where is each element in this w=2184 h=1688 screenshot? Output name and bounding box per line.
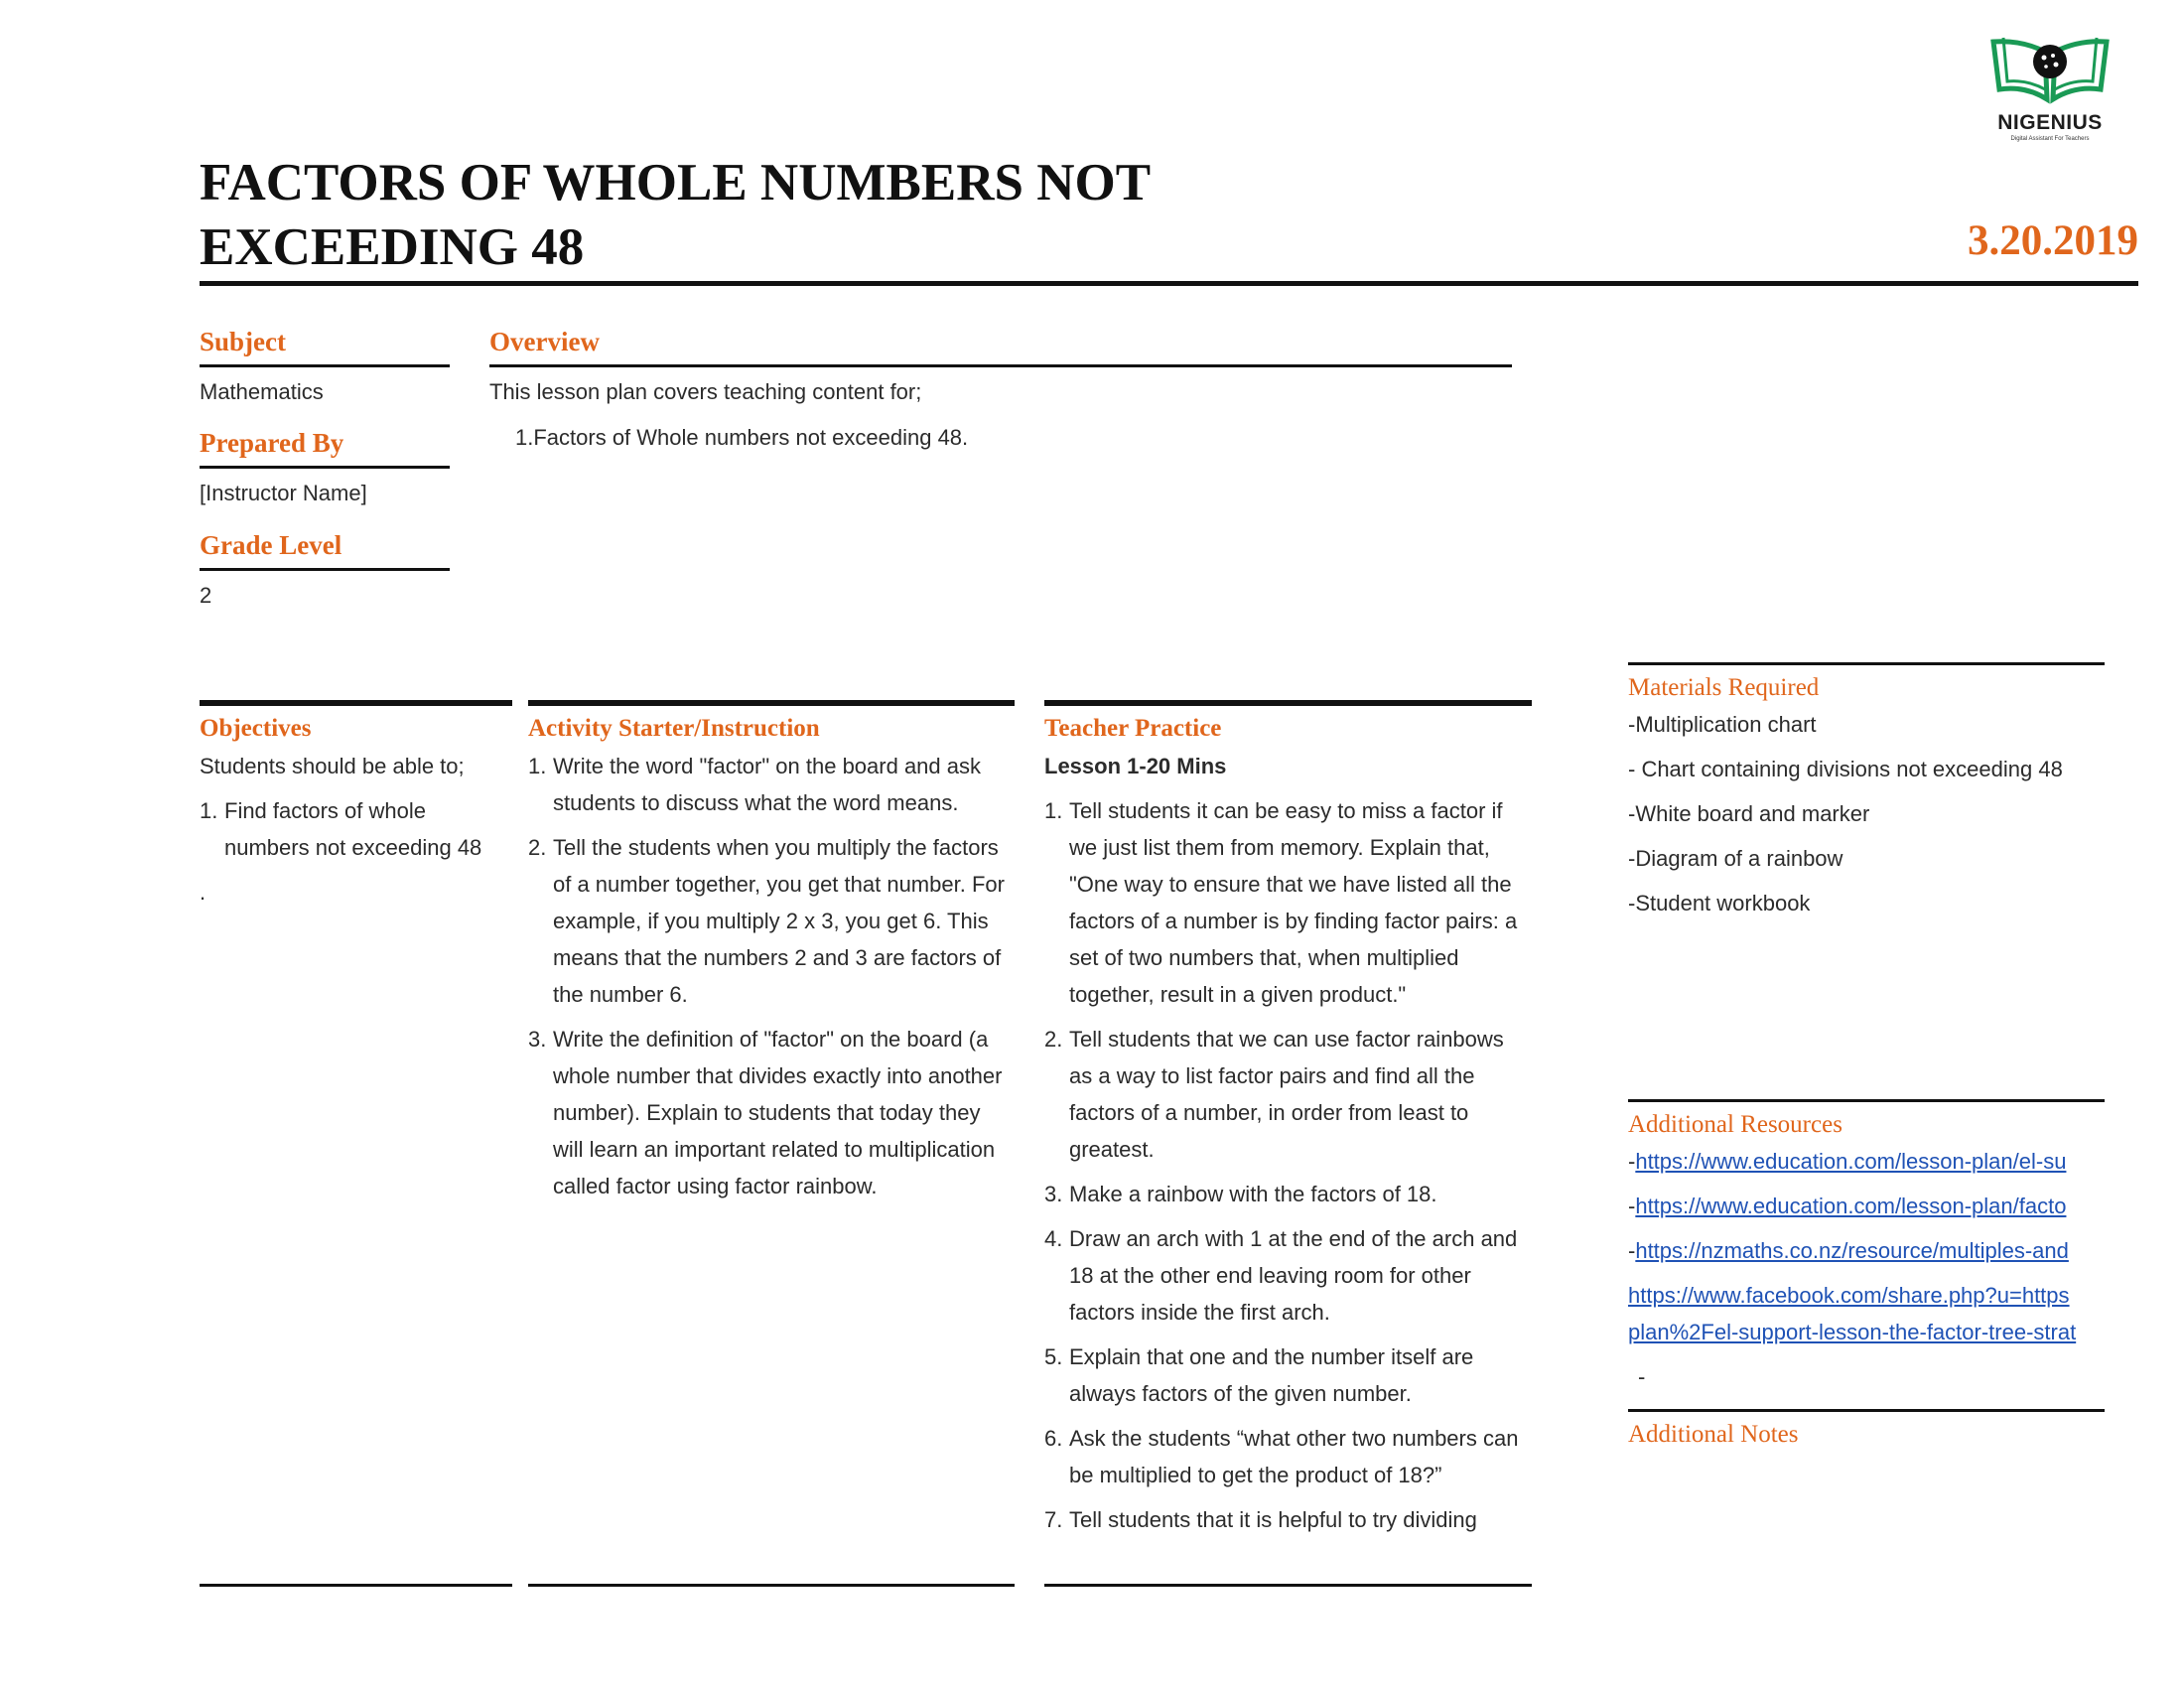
- overview-underline: [489, 364, 1512, 367]
- activity-number: 2.: [528, 835, 547, 860]
- activity-top-rule: [528, 700, 1015, 706]
- overview-item-number: 1.: [515, 425, 534, 450]
- resource-link[interactable]: https://www.education.com/lesson-plan/el-su: [1635, 1149, 2067, 1174]
- teacher-number: 4.: [1044, 1226, 1063, 1251]
- materials-section: [1628, 672, 2105, 929]
- teacher-item: [1044, 792, 1532, 1013]
- objective-text: Find factors of whole numbers not exceeding 48: [224, 798, 482, 860]
- teacher-list: [1044, 792, 1532, 1538]
- overview-intro: This lesson plan covers teaching content for;: [489, 379, 922, 404]
- teacher-label: Teacher Practice: [1044, 715, 1222, 742]
- objectives-list: [200, 792, 512, 866]
- subject-label: Subject: [200, 327, 286, 356]
- logo-tagline: Digital Assistant For Teachers: [2010, 136, 2090, 142]
- teacher-number: 3.: [1044, 1182, 1063, 1206]
- teacher-text: Tell students it can be easy to miss a factor if we just list them from memory. Explain that, "One way to ensure that we have listed all the factors of a number is by finding factor pairs: a set of two numbers that, when multiplied together, result in a given product.": [1069, 798, 1518, 1007]
- activity-label: Activity Starter/Instruction: [528, 715, 820, 742]
- teacher-number: 5.: [1044, 1344, 1063, 1369]
- teacher-text: Make a rainbow with the factors of 18.: [1069, 1182, 1437, 1206]
- resource-link-row: [1628, 1188, 2105, 1224]
- grade-underline: [200, 568, 450, 571]
- overview-item-text: Factors of Whole numbers not exceeding 48.: [533, 425, 969, 450]
- teacher-column: [1044, 712, 1532, 1581]
- grade-section: [200, 528, 450, 611]
- overview-section: [489, 325, 1512, 453]
- teacher-bottom-rule: [1044, 1584, 1532, 1587]
- objectives-bottom-rule: [200, 1584, 512, 1587]
- objective-item: [200, 792, 512, 866]
- teacher-text: Explain that one and the number itself are always factors of the given number.: [1069, 1344, 1474, 1406]
- objectives-intro: Students should be able to;: [200, 754, 465, 778]
- resources-label: Additional Resources: [1628, 1111, 1843, 1138]
- objectives-top-rule: [200, 700, 512, 706]
- activity-number: 3.: [528, 1027, 547, 1052]
- prepared-underline: [200, 466, 450, 469]
- materials-label: Materials Required: [1628, 674, 1820, 701]
- title-line-2: EXCEEDING 48: [200, 218, 585, 276]
- grade-value: 2: [200, 583, 212, 608]
- notes-label: Additional Notes: [1628, 1421, 1799, 1448]
- activity-bottom-rule: [528, 1584, 1015, 1587]
- book-logo-icon: [1985, 30, 2115, 109]
- teacher-text: Draw an arch with 1 at the end of the arch and 18 at the other end leaving room for other factors inside the first arch.: [1069, 1226, 1518, 1325]
- teacher-number: 7.: [1044, 1507, 1063, 1532]
- teacher-item: [1044, 1501, 1532, 1538]
- objectives-label: Objectives: [200, 715, 312, 742]
- resource-link-row: [1628, 1143, 2105, 1180]
- resources-section: [1628, 1109, 2105, 1403]
- activity-item: [528, 829, 1015, 1013]
- resource-link[interactable]: https://nzmaths.co.nz/resource/multiples-and: [1635, 1238, 2069, 1263]
- subject-value: Mathematics: [200, 379, 324, 404]
- link-prefix: -: [1628, 1149, 1636, 1174]
- notes-top-rule: [1628, 1409, 2105, 1412]
- materials-top-rule: [1628, 662, 2105, 665]
- resource-link[interactable]: plan%2Fel-support-lesson-the-factor-tree-strat: [1628, 1320, 2077, 1344]
- activity-text: Write the definition of "factor" on the board (a whole number that divides exactly into another number). Explain to students that today they will learn an important related to multiplication called factor using factor rainbow.: [553, 1027, 1003, 1198]
- prepared-label: Prepared By: [200, 428, 344, 458]
- resource-link-row: [1628, 1277, 2105, 1314]
- link-prefix: -: [1628, 1194, 1636, 1218]
- teacher-text: Tell students that it is helpful to try dividing: [1069, 1507, 1477, 1532]
- resources-list: [1628, 1143, 2105, 1403]
- logo-brand: NIGENIUS: [1997, 111, 2103, 134]
- nigenius-logo: [1980, 30, 2119, 142]
- resource-link[interactable]: https://www.education.com/lesson-plan/facto: [1635, 1194, 2067, 1218]
- link-prefix: -: [1628, 1238, 1636, 1263]
- materials-list: [1628, 706, 2105, 921]
- teacher-text: Tell students that we can use factor rainbows as a way to list factor pairs and find all the factors of a number, in order from least to greatest.: [1069, 1027, 1504, 1162]
- activity-number: 1.: [528, 754, 547, 778]
- prepared-section: [200, 426, 450, 508]
- activity-item: [528, 1021, 1015, 1204]
- title-line-1: FACTORS OF WHOLE NUMBERS NOT: [200, 154, 1152, 211]
- subject-underline: [200, 364, 450, 367]
- activity-item: [528, 748, 1015, 821]
- resource-link-row: [1628, 1232, 2105, 1269]
- teacher-item: [1044, 1176, 1532, 1212]
- activity-text: Write the word "factor" on the board and ask students to discuss what the word means.: [553, 754, 981, 815]
- resources-trailing: -: [1638, 1364, 1646, 1389]
- material-item: - Chart containing divisions not exceeding 48: [1628, 757, 2063, 781]
- objectives-column: [200, 712, 512, 911]
- teacher-item: [1044, 1021, 1532, 1168]
- teacher-text: Ask the students “what other two numbers can be multiplied to get the product of 18?”: [1069, 1426, 1519, 1487]
- prepared-value: [Instructor Name]: [200, 481, 367, 505]
- material-item: -Student workbook: [1628, 891, 1811, 915]
- objectives-trailing: .: [200, 880, 206, 905]
- teacher-sublabel: Lesson 1-20 Mins: [1044, 754, 1227, 778]
- grade-label: Grade Level: [200, 530, 342, 560]
- material-item: -White board and marker: [1628, 801, 1870, 826]
- teacher-top-rule: [1044, 700, 1532, 706]
- teacher-item: [1044, 1338, 1532, 1412]
- material-item: -Multiplication chart: [1628, 712, 1817, 737]
- overview-label: Overview: [489, 327, 600, 356]
- notes-section: [1628, 1419, 2105, 1451]
- resource-link-row: [1628, 1314, 2105, 1350]
- objective-number: 1.: [200, 798, 218, 823]
- title-divider: [200, 281, 2138, 286]
- teacher-number: 2.: [1044, 1027, 1063, 1052]
- teacher-number: 1.: [1044, 798, 1063, 823]
- resource-link[interactable]: https://www.facebook.com/share.php?u=https: [1628, 1283, 2070, 1308]
- overview-item: [489, 423, 1512, 453]
- activity-list: [528, 748, 1015, 1204]
- resources-top-rule: [1628, 1099, 2105, 1102]
- teacher-item: [1044, 1220, 1532, 1331]
- activity-column: [528, 712, 1015, 1212]
- subject-section: [200, 325, 450, 407]
- material-item: -Diagram of a rainbow: [1628, 846, 1843, 871]
- lesson-date: 3.20.2019: [1968, 217, 2138, 264]
- page-title: [200, 151, 1391, 280]
- activity-text: Tell the students when you multiply the factors of a number together, you get that number. For example, if you multiply 2 x 3, you get 6. This means that the numbers 2 and 3 are factors of the number 6.: [553, 835, 1005, 1007]
- teacher-number: 6.: [1044, 1426, 1063, 1451]
- teacher-item: [1044, 1420, 1532, 1493]
